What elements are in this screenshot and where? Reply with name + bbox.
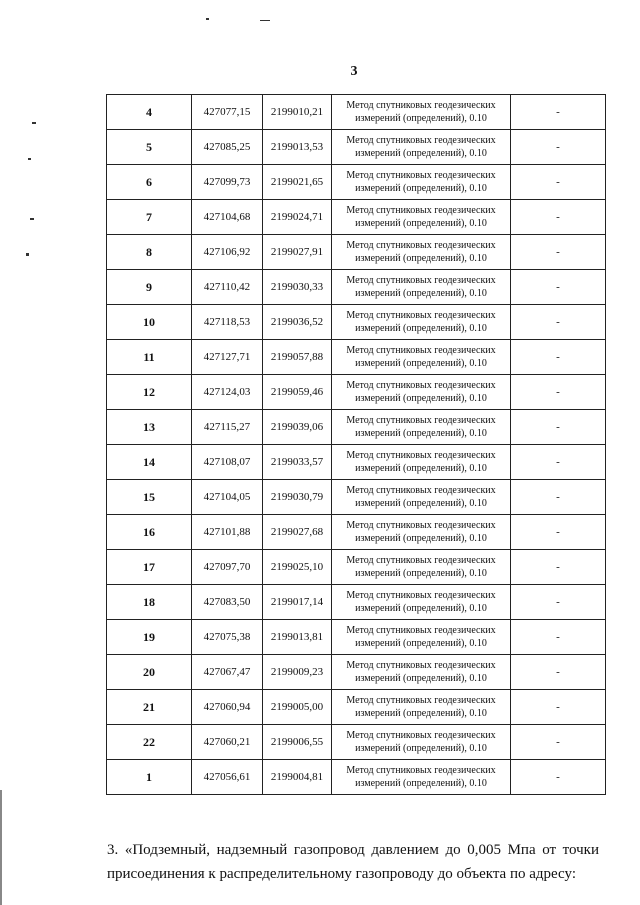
table-row (107, 585, 606, 620)
method-text-line: Метод спутниковых геодезических (346, 555, 496, 566)
x-coordinate-cell: 427101,88 (192, 515, 263, 550)
method-text-line: измерений (определений), 0.10 (355, 358, 487, 369)
method-text-line: Метод спутниковых геодезических (346, 695, 496, 706)
y-coordinate-cell: 2199033,57 (263, 445, 332, 480)
description-cell: - (511, 655, 606, 690)
method-cell (332, 130, 511, 165)
method-text-line: Метод спутниковых геодезических (346, 345, 496, 356)
point-number-cell: 20 (107, 655, 192, 690)
method-cell (332, 585, 511, 620)
point-number-cell: 17 (107, 550, 192, 585)
description-cell: - (511, 305, 606, 340)
method-text-line: Метод спутниковых геодезических (346, 205, 496, 216)
x-coordinate-cell: 427104,68 (192, 200, 263, 235)
point-number-cell: 15 (107, 480, 192, 515)
method-text-line: Метод спутниковых геодезических (346, 590, 496, 601)
method-cell (332, 620, 511, 655)
scan-mark (32, 122, 36, 124)
y-coordinate-cell: 2199006,55 (263, 725, 332, 760)
x-coordinate-cell: 427097,70 (192, 550, 263, 585)
y-coordinate-cell: 2199004,81 (263, 760, 332, 795)
method-text-line: измерений (определений), 0.10 (355, 498, 487, 509)
description-cell: - (511, 480, 606, 515)
point-number-cell: 19 (107, 620, 192, 655)
method-text-line: Метод спутниковых геодезических (346, 485, 496, 496)
method-text-line: Метод спутниковых геодезических (346, 135, 496, 146)
description-cell: - (511, 270, 606, 305)
method-text-line: измерений (определений), 0.10 (355, 393, 487, 404)
table-row (107, 760, 606, 795)
scan-mark (28, 158, 31, 160)
description-cell: - (511, 410, 606, 445)
method-cell (332, 725, 511, 760)
table-row (107, 550, 606, 585)
description-cell: - (511, 130, 606, 165)
method-text-line: Метод спутниковых геодезических (346, 310, 496, 321)
description-cell: - (511, 340, 606, 375)
point-number-cell: 18 (107, 585, 192, 620)
table-row (107, 655, 606, 690)
description-cell: - (511, 620, 606, 655)
method-text-line: измерений (определений), 0.10 (355, 568, 487, 579)
method-text-line: измерений (определений), 0.10 (355, 323, 487, 334)
y-coordinate-cell: 2199013,81 (263, 620, 332, 655)
x-coordinate-cell: 427118,53 (192, 305, 263, 340)
scan-mark (30, 218, 34, 220)
x-coordinate-cell: 427099,73 (192, 165, 263, 200)
description-cell: - (511, 235, 606, 270)
method-text-line: измерений (определений), 0.10 (355, 708, 487, 719)
method-cell (332, 340, 511, 375)
description-cell: - (511, 515, 606, 550)
method-cell (332, 165, 511, 200)
method-text-line: Метод спутниковых геодезических (346, 625, 496, 636)
x-coordinate-cell: 427077,15 (192, 95, 263, 130)
method-cell (332, 410, 511, 445)
description-cell: - (511, 445, 606, 480)
x-coordinate-cell: 427060,21 (192, 725, 263, 760)
method-cell (332, 690, 511, 725)
method-cell (332, 305, 511, 340)
method-text-line: Метод спутниковых геодезических (346, 240, 496, 251)
point-number-cell: 7 (107, 200, 192, 235)
x-coordinate-cell: 427056,61 (192, 760, 263, 795)
x-coordinate-cell: 427067,47 (192, 655, 263, 690)
point-number-cell: 1 (107, 760, 192, 795)
x-coordinate-cell: 427104,05 (192, 480, 263, 515)
point-number-cell: 5 (107, 130, 192, 165)
x-coordinate-cell: 427110,42 (192, 270, 263, 305)
table-row (107, 95, 606, 130)
point-number-cell: 21 (107, 690, 192, 725)
x-coordinate-cell: 427124,03 (192, 375, 263, 410)
method-cell (332, 375, 511, 410)
y-coordinate-cell: 2199027,68 (263, 515, 332, 550)
method-text-line: Метод спутниковых геодезических (346, 520, 496, 531)
table-row (107, 200, 606, 235)
method-cell (332, 270, 511, 305)
point-number-cell: 6 (107, 165, 192, 200)
scan-mark (26, 253, 29, 256)
method-text-line: измерений (определений), 0.10 (355, 183, 487, 194)
method-cell (332, 655, 511, 690)
point-number-cell: 12 (107, 375, 192, 410)
method-text-line: измерений (определений), 0.10 (355, 673, 487, 684)
method-text-line: измерений (определений), 0.10 (355, 603, 487, 614)
point-number-cell: 9 (107, 270, 192, 305)
y-coordinate-cell: 2199021,65 (263, 165, 332, 200)
table-row (107, 165, 606, 200)
method-text-line: Метод спутниковых геодезических (346, 170, 496, 181)
description-cell: - (511, 200, 606, 235)
description-cell: - (511, 165, 606, 200)
method-text-line: измерений (определений), 0.10 (355, 253, 487, 264)
point-number-cell: 10 (107, 305, 192, 340)
x-coordinate-cell: 427108,07 (192, 445, 263, 480)
method-cell (332, 200, 511, 235)
y-coordinate-cell: 2199024,71 (263, 200, 332, 235)
table-row (107, 445, 606, 480)
scan-mark (260, 20, 270, 21)
method-text-line: Метод спутниковых геодезических (346, 275, 496, 286)
method-cell (332, 95, 511, 130)
y-coordinate-cell: 2199027,91 (263, 235, 332, 270)
coordinates-table-body (107, 95, 606, 795)
table-row (107, 410, 606, 445)
table-row (107, 690, 606, 725)
method-cell (332, 515, 511, 550)
table-row (107, 620, 606, 655)
y-coordinate-cell: 2199059,46 (263, 375, 332, 410)
method-cell (332, 550, 511, 585)
description-cell: - (511, 725, 606, 760)
description-cell: - (511, 760, 606, 795)
point-number-cell: 4 (107, 95, 192, 130)
method-text-line: Метод спутниковых геодезических (346, 765, 496, 776)
x-coordinate-cell: 427060,94 (192, 690, 263, 725)
point-number-cell: 22 (107, 725, 192, 760)
method-text-line: Метод спутниковых геодезических (346, 380, 496, 391)
table-row (107, 375, 606, 410)
table-row (107, 725, 606, 760)
description-cell: - (511, 375, 606, 410)
table-row (107, 130, 606, 165)
description-cell: - (511, 95, 606, 130)
y-coordinate-cell: 2199010,21 (263, 95, 332, 130)
scan-edge (0, 790, 2, 905)
page-number: 3 (350, 64, 358, 79)
method-text-line: Метод спутниковых геодезических (346, 450, 496, 461)
method-text-line: измерений (определений), 0.10 (355, 743, 487, 754)
description-cell: - (511, 585, 606, 620)
method-cell (332, 760, 511, 795)
method-cell (332, 235, 511, 270)
method-cell (332, 445, 511, 480)
method-text-line: Метод спутниковых геодезических (346, 100, 496, 111)
method-text-line: Метод спутниковых геодезических (346, 415, 496, 426)
method-text-line: измерений (определений), 0.10 (355, 778, 487, 789)
point-number-cell: 14 (107, 445, 192, 480)
point-number-cell: 16 (107, 515, 192, 550)
method-text-line: измерений (определений), 0.10 (355, 288, 487, 299)
y-coordinate-cell: 2199017,14 (263, 585, 332, 620)
y-coordinate-cell: 2199036,52 (263, 305, 332, 340)
method-text-line: измерений (определений), 0.10 (355, 463, 487, 474)
description-cell: - (511, 690, 606, 725)
y-coordinate-cell: 2199013,53 (263, 130, 332, 165)
point-number-cell: 8 (107, 235, 192, 270)
y-coordinate-cell: 2199005,00 (263, 690, 332, 725)
method-text-line: измерений (определений), 0.10 (355, 113, 487, 124)
y-coordinate-cell: 2199025,10 (263, 550, 332, 585)
method-text-line: измерений (определений), 0.10 (355, 428, 487, 439)
table-row (107, 270, 606, 305)
method-text-line: измерений (определений), 0.10 (355, 218, 487, 229)
method-text-line: измерений (определений), 0.10 (355, 533, 487, 544)
y-coordinate-cell: 2199030,33 (263, 270, 332, 305)
table-row (107, 515, 606, 550)
y-coordinate-cell: 2199030,79 (263, 480, 332, 515)
method-text-line: измерений (определений), 0.10 (355, 638, 487, 649)
x-coordinate-cell: 427127,71 (192, 340, 263, 375)
x-coordinate-cell: 427115,27 (192, 410, 263, 445)
method-text-line: Метод спутниковых геодезических (346, 660, 496, 671)
table-row (107, 480, 606, 515)
description-cell: - (511, 550, 606, 585)
table-row (107, 305, 606, 340)
scan-mark (206, 18, 209, 20)
coordinates-table (106, 94, 606, 795)
y-coordinate-cell: 2199057,88 (263, 340, 332, 375)
x-coordinate-cell: 427083,50 (192, 585, 263, 620)
method-cell (332, 480, 511, 515)
point-number-cell: 13 (107, 410, 192, 445)
table-row (107, 340, 606, 375)
x-coordinate-cell: 427085,25 (192, 130, 263, 165)
x-coordinate-cell: 427106,92 (192, 235, 263, 270)
y-coordinate-cell: 2199009,23 (263, 655, 332, 690)
method-text-line: Метод спутниковых геодезических (346, 730, 496, 741)
y-coordinate-cell: 2199039,06 (263, 410, 332, 445)
section-paragraph: 3. «Подземный, надземный газопровод давлением до 0,005 Мпа от точки присоединения к распределительному газопроводу до объекта по адресу: (107, 842, 599, 882)
method-text-line: измерений (определений), 0.10 (355, 148, 487, 159)
point-number-cell: 11 (107, 340, 192, 375)
table-row (107, 235, 606, 270)
x-coordinate-cell: 427075,38 (192, 620, 263, 655)
